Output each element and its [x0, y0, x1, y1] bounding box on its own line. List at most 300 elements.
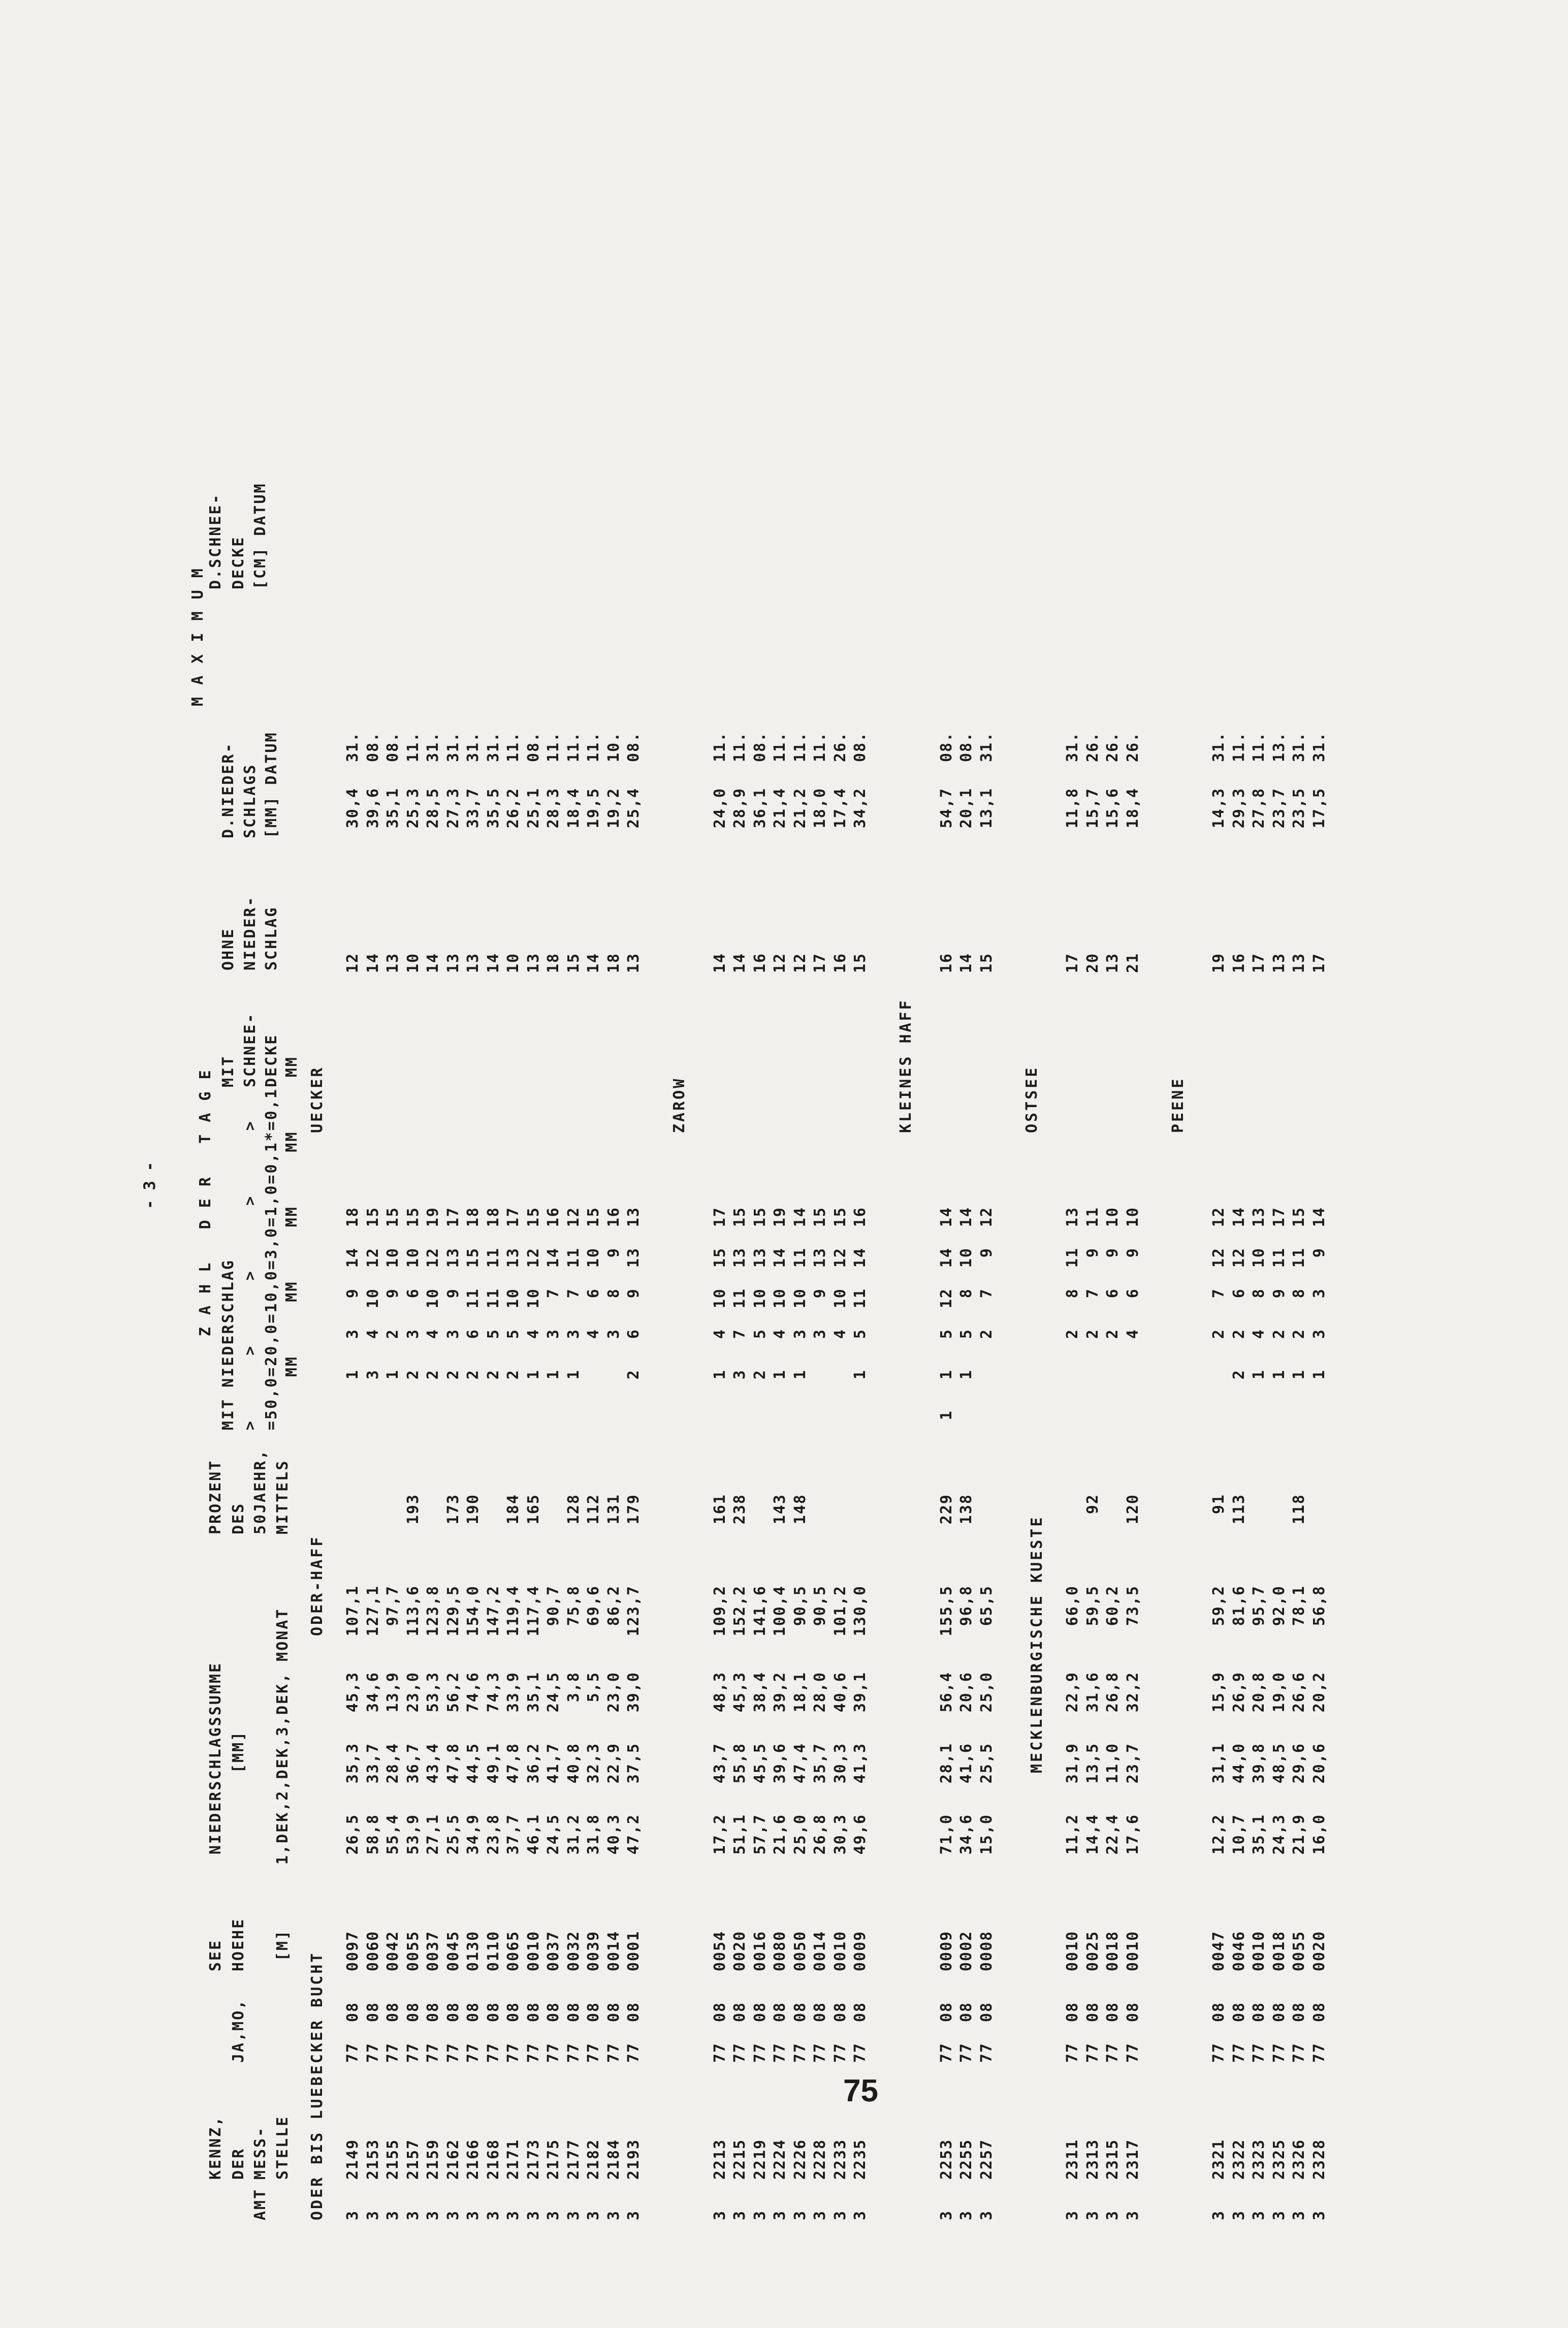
- cell-g1: 13: [751, 1247, 769, 1268]
- cell-amt: 3: [564, 2210, 583, 2220]
- header-mitschnee-2: SCHNEE-: [241, 1012, 259, 1087]
- cell-pct: 238: [731, 1494, 749, 1525]
- cell-d3: 39,1: [851, 1672, 869, 1713]
- cell-mo: 08: [364, 2001, 382, 2022]
- cell-id: 2155: [384, 2138, 402, 2180]
- cell-d3: 18,1: [791, 1672, 809, 1713]
- cell-d2: 47,8: [444, 1743, 462, 1784]
- cell-amt: 3: [424, 2210, 442, 2220]
- cell-d1: 21,9: [1290, 1814, 1308, 1855]
- cell-maxn: 39,6: [364, 788, 382, 829]
- header-mitnied: MIT NIEDERSCHLAG: [219, 1259, 237, 1430]
- cell-amt: 3: [364, 2210, 382, 2220]
- section-label-subregion: ODER-HAFF: [308, 1535, 326, 1636]
- cell-g01: 12: [1210, 1207, 1228, 1228]
- cell-pct: 112: [585, 1494, 602, 1525]
- cell-g01: 17: [444, 1207, 462, 1228]
- cell-d1: 31,8: [585, 1814, 602, 1855]
- cell-id: 2235: [851, 2138, 869, 2180]
- cell-d2: 36,2: [524, 1743, 542, 1784]
- cell-amt: 3: [711, 2210, 729, 2220]
- cell-g3: 6: [1104, 1288, 1122, 1299]
- cell-id: 2159: [424, 2138, 442, 2180]
- cell-maxnd: 26.: [1083, 731, 1102, 762]
- cell-g1: 11: [484, 1247, 502, 1268]
- header-dnieder-1: D.NIEDER-: [219, 742, 237, 838]
- cell-maxn: 28,5: [424, 788, 442, 829]
- cell-maxn: 18,4: [564, 788, 583, 829]
- cell-g1: 11: [1064, 1247, 1081, 1268]
- cell-g20: 2: [625, 1369, 643, 1380]
- cell-see: 0055: [404, 1930, 422, 1971]
- cell-mo: 08: [604, 2001, 623, 2022]
- section-label-subregion: MECKLENBURGISCHE KUESTE: [1028, 1515, 1046, 1773]
- cell-mo: 08: [504, 2001, 522, 2022]
- header-mitschnee-3: DECKE: [263, 1033, 280, 1087]
- cell-g20: 1: [1290, 1369, 1308, 1380]
- cell-g3: 9: [344, 1288, 362, 1299]
- cell-g10: 3: [564, 1329, 583, 1339]
- cell-g10: 5: [484, 1329, 502, 1339]
- cell-g01: 13: [625, 1207, 643, 1228]
- cell-maxn: 18,0: [811, 788, 829, 829]
- cell-d2: 39,8: [1250, 1743, 1268, 1784]
- cell-g10: 5: [937, 1329, 955, 1339]
- cell-d2: 49,1: [484, 1743, 502, 1784]
- cell-g01: 14: [937, 1207, 955, 1228]
- cell-d3: 20,8: [1250, 1672, 1268, 1713]
- cell-mo: 08: [771, 2001, 789, 2022]
- cell-pct: 173: [444, 1494, 462, 1525]
- cell-g3: 11: [731, 1288, 749, 1309]
- cell-id: 2193: [625, 2138, 643, 2180]
- cell-d1: 24,3: [1270, 1814, 1288, 1855]
- cell-id: 2321: [1210, 2138, 1228, 2180]
- cell-g10: 2: [977, 1329, 996, 1339]
- cell-id: 2171: [504, 2138, 522, 2180]
- cell-d3: 53,3: [424, 1672, 442, 1713]
- cell-d1: 46,1: [524, 1814, 542, 1855]
- cell-g20: 2: [464, 1369, 482, 1380]
- cell-see: 0047: [1210, 1930, 1228, 1971]
- cell-g3: 10: [504, 1288, 522, 1309]
- cell-maxn: 19,2: [604, 788, 623, 829]
- cell-mo: 08: [977, 2001, 996, 2022]
- cell-mon: 90,7: [545, 1585, 562, 1626]
- cell-g1: 11: [1270, 1247, 1288, 1268]
- cell-g01: 10: [1124, 1207, 1142, 1228]
- cell-ja: 77: [424, 2042, 442, 2063]
- cell-mon: 59,5: [1083, 1585, 1102, 1626]
- cell-amt: 3: [1290, 2210, 1308, 2220]
- cell-id: 2184: [604, 2138, 623, 2180]
- cell-amt: 3: [504, 2210, 522, 2220]
- header-kennz-2: DER: [230, 2147, 247, 2180]
- cell-ohne: 17: [811, 953, 829, 973]
- cell-see: 0016: [751, 1930, 769, 1971]
- cell-d3: 5,5: [585, 1672, 602, 1703]
- cell-amt: 3: [851, 2210, 869, 2220]
- cell-mon: 60,2: [1104, 1585, 1122, 1626]
- cell-maxnd: 10.: [604, 731, 623, 762]
- cell-mon: 75,8: [564, 1585, 583, 1626]
- cell-g3: 6: [1230, 1288, 1248, 1299]
- cell-g1: 9: [1310, 1247, 1328, 1258]
- cell-d3: 45,3: [344, 1672, 362, 1713]
- cell-d1: 22,4: [1104, 1814, 1122, 1855]
- cell-g3: 6: [585, 1288, 602, 1299]
- cell-maxnd: 26.: [1104, 731, 1122, 762]
- cell-g1: 12: [1230, 1247, 1248, 1268]
- cell-ohne: 10: [404, 953, 422, 973]
- header-dnieder-3: [MM] DATUM: [263, 731, 280, 838]
- cell-ja: 77: [1310, 2042, 1328, 2063]
- cell-mo: 08: [811, 2001, 829, 2022]
- cell-maxnd: 11.: [1250, 731, 1268, 762]
- cell-g01: 17: [504, 1207, 522, 1228]
- cell-id: 2257: [977, 2138, 996, 2180]
- cell-maxnd: 31.: [1064, 731, 1081, 762]
- cell-id: 2325: [1270, 2138, 1288, 2180]
- cell-maxnd: 11.: [404, 731, 422, 762]
- cell-maxn: 17,5: [1310, 788, 1328, 829]
- cell-d1: 14,4: [1083, 1814, 1102, 1855]
- cell-maxn: 54,7: [937, 788, 955, 829]
- cell-g01: 16: [851, 1207, 869, 1228]
- cell-amt: 3: [1310, 2210, 1328, 2220]
- cell-pct: 138: [957, 1494, 975, 1525]
- cell-see: 0018: [1104, 1930, 1122, 1971]
- cell-maxnd: 31.: [484, 731, 502, 762]
- cell-g20: 1: [1250, 1369, 1268, 1380]
- cell-mon: 73,5: [1124, 1585, 1142, 1626]
- cell-d1: 16,0: [1310, 1814, 1328, 1855]
- cell-pct: 229: [937, 1494, 955, 1525]
- cell-d1: 17,6: [1124, 1814, 1142, 1855]
- cell-g20: 2: [424, 1369, 442, 1380]
- cell-maxnd: 11.: [731, 731, 749, 762]
- cell-see: 0032: [564, 1930, 583, 1971]
- cell-see: 0110: [484, 1930, 502, 1971]
- cell-g3: 6: [1124, 1288, 1142, 1299]
- cell-mo: 08: [851, 2001, 869, 2022]
- cell-maxn: 25,3: [404, 788, 422, 829]
- cell-see: 0055: [1290, 1930, 1308, 1971]
- cell-g3: 10: [711, 1288, 729, 1309]
- cell-g20: 2: [444, 1369, 462, 1380]
- cell-pct: 120: [1124, 1494, 1142, 1525]
- cell-id: 2226: [791, 2138, 809, 2180]
- cell-d1: 47,2: [625, 1814, 643, 1855]
- cell-mo: 08: [384, 2001, 402, 2022]
- cell-d3: 26,8: [1104, 1672, 1122, 1713]
- cell-ja: 77: [1290, 2042, 1308, 2063]
- cell-mo: 08: [1270, 2001, 1288, 2022]
- cell-g10: 2: [1210, 1329, 1228, 1339]
- cell-amt: 3: [831, 2210, 849, 2220]
- cell-ja: 77: [957, 2042, 975, 2063]
- page-number: 75: [843, 2073, 878, 2109]
- cell-g1: 14: [771, 1247, 789, 1268]
- cell-maxnd: 26.: [1124, 731, 1142, 762]
- cell-mon: 100,4: [771, 1585, 789, 1637]
- cell-mon: 56,8: [1310, 1585, 1328, 1626]
- cell-g3: 7: [564, 1288, 583, 1299]
- cell-d3: 38,4: [751, 1672, 769, 1713]
- cell-ohne: 17: [1310, 953, 1328, 973]
- cell-id: 2317: [1124, 2138, 1142, 2180]
- cell-mon: 65,5: [977, 1585, 996, 1626]
- cell-amt: 3: [751, 2210, 769, 2220]
- cell-g10: 4: [1124, 1329, 1142, 1339]
- cell-d2: 32,3: [585, 1743, 602, 1784]
- cell-d2: 37,5: [625, 1743, 643, 1784]
- cell-d3: 19,0: [1270, 1672, 1288, 1713]
- cell-see: 0080: [771, 1930, 789, 1971]
- cell-d3: 39,0: [625, 1672, 643, 1713]
- cell-see: 0009: [851, 1930, 869, 1971]
- cell-ohne: 13: [1270, 953, 1288, 973]
- cell-d2: 30,3: [831, 1743, 849, 1784]
- cell-ohne: 12: [771, 953, 789, 973]
- cell-mo: 08: [1124, 2001, 1142, 2022]
- cell-maxnd: 31.: [977, 731, 996, 762]
- cell-g1: 11: [564, 1247, 583, 1268]
- cell-maxn: 14,3: [1210, 788, 1228, 829]
- cell-mon: 96,8: [957, 1585, 975, 1626]
- cell-mo: 08: [1064, 2001, 1081, 2022]
- cell-g3: 10: [424, 1288, 442, 1309]
- cell-ja: 77: [1124, 2042, 1142, 2063]
- cell-maxn: 19,5: [585, 788, 602, 829]
- cell-id: 2323: [1250, 2138, 1268, 2180]
- cell-see: 0054: [711, 1930, 729, 1971]
- cell-ja: 77: [791, 2042, 809, 2063]
- header-see-1: SEE: [207, 1939, 225, 1971]
- header-prozent-2: DES: [230, 1502, 247, 1534]
- cell-g10: 5: [504, 1329, 522, 1339]
- cell-g1: 12: [831, 1247, 849, 1268]
- cell-d1: 30,3: [831, 1814, 849, 1855]
- cell-g10: 3: [404, 1329, 422, 1339]
- cell-amt: 3: [404, 2210, 422, 2220]
- cell-maxn: 27,3: [444, 788, 462, 829]
- cell-mon: 119,4: [504, 1585, 522, 1637]
- cell-g3: 12: [937, 1288, 955, 1309]
- cell-mon: 101,2: [831, 1585, 849, 1637]
- cell-maxn: 17,4: [831, 788, 849, 829]
- cell-d3: 74,3: [484, 1672, 502, 1713]
- cell-d3: 20,2: [1310, 1672, 1328, 1713]
- cell-d2: 33,7: [364, 1743, 382, 1784]
- section-label-river: ZAROW: [670, 1077, 688, 1133]
- cell-ohne: 13: [524, 953, 542, 973]
- cell-ja: 77: [771, 2042, 789, 2063]
- cell-g01: 17: [711, 1207, 729, 1228]
- cell-amt: 3: [1124, 2210, 1142, 2220]
- cell-see: 0010: [831, 1930, 849, 1971]
- page-marker: - 3 -: [141, 1161, 159, 1209]
- cell-ohne: 13: [444, 953, 462, 973]
- cell-g20: 2: [751, 1369, 769, 1380]
- cell-mo: 08: [545, 2001, 562, 2022]
- header-ohne-2: NIEDER-: [241, 895, 259, 970]
- cell-id: 2219: [751, 2138, 769, 2180]
- cell-g1: 10: [585, 1247, 602, 1268]
- header-dnieder-2: SCHLAGS: [241, 763, 259, 838]
- cell-ja: 77: [1230, 2042, 1248, 2063]
- cell-g3: 6: [404, 1288, 422, 1299]
- cell-g1: 11: [1290, 1247, 1308, 1268]
- cell-d1: 55,4: [384, 1814, 402, 1855]
- cell-ohne: 16: [831, 953, 849, 973]
- cell-mo: 08: [831, 2001, 849, 2022]
- cell-d2: 13,5: [1083, 1743, 1102, 1784]
- header-nied-4: 1,DEK,2,DEK,3,DEK, MONAT: [274, 1608, 292, 1865]
- cell-mon: 155,5: [937, 1585, 955, 1637]
- cell-d1: 40,3: [604, 1814, 623, 1855]
- cell-g3: 10: [791, 1288, 809, 1309]
- cell-id: 2177: [564, 2138, 583, 2180]
- cell-pct: 143: [771, 1494, 789, 1525]
- cell-g20: 2: [484, 1369, 502, 1380]
- cell-d3: 23,0: [604, 1672, 623, 1713]
- cell-id: 2153: [364, 2138, 382, 2180]
- cell-see: 0020: [731, 1930, 749, 1971]
- cell-g01: 12: [977, 1207, 996, 1228]
- cell-see: 0045: [444, 1930, 462, 1971]
- cell-ohne: 15: [851, 953, 869, 973]
- cell-maxn: 15,6: [1104, 788, 1122, 829]
- cell-g1: 14: [851, 1247, 869, 1268]
- cell-d2: 41,6: [957, 1743, 975, 1784]
- cell-g10: 2: [1083, 1329, 1102, 1339]
- cell-d1: 11,2: [1064, 1814, 1081, 1855]
- cell-see: 0025: [1083, 1930, 1102, 1971]
- cell-maxn: 11,8: [1064, 788, 1081, 829]
- cell-maxn: 34,2: [851, 788, 869, 829]
- cell-d1: 26,8: [811, 1814, 829, 1855]
- cell-maxnd: 31.: [464, 731, 482, 762]
- cell-g3: 10: [524, 1288, 542, 1309]
- cell-g01: 12: [564, 1207, 583, 1228]
- cell-maxn: 13,1: [977, 788, 996, 829]
- cell-d2: 25,5: [977, 1743, 996, 1784]
- header-prozent-3: 50JAEHR,: [251, 1449, 269, 1534]
- cell-d3: 35,1: [524, 1672, 542, 1713]
- cell-g10: 2: [1230, 1329, 1248, 1339]
- cell-d3: 25,0: [977, 1672, 996, 1713]
- cell-d1: 57,7: [751, 1814, 769, 1855]
- cell-id: 2182: [585, 2138, 602, 2180]
- cell-d2: 41,7: [545, 1743, 562, 1784]
- cell-g10: 4: [831, 1329, 849, 1339]
- cell-g20: 1: [564, 1369, 583, 1380]
- cell-g01: 15: [831, 1207, 849, 1228]
- cell-pct: 91: [1210, 1494, 1228, 1515]
- cell-d3: 13,9: [384, 1672, 402, 1713]
- section-label-river: UECKER: [308, 1065, 326, 1133]
- cell-g20: 2: [1230, 1369, 1248, 1380]
- cell-maxnd: 31.: [1210, 731, 1228, 762]
- cell-id: 2149: [344, 2138, 362, 2180]
- cell-mo: 08: [1104, 2001, 1122, 2022]
- cell-maxnd: 11.: [564, 731, 583, 762]
- cell-see: 0130: [464, 1930, 482, 1971]
- cell-g01: 15: [585, 1207, 602, 1228]
- cell-see: 0042: [384, 1930, 402, 1971]
- cell-maxnd: 31.: [1290, 731, 1308, 762]
- cell-mon: 117,4: [524, 1585, 542, 1637]
- cell-ohne: 12: [791, 953, 809, 973]
- cell-g3: 7: [1210, 1288, 1228, 1299]
- cell-g3: 7: [977, 1288, 996, 1299]
- cell-d3: 45,3: [731, 1672, 749, 1713]
- cell-d3: 26,9: [1230, 1672, 1248, 1713]
- cell-ohne: 13: [464, 953, 482, 973]
- cell-ohne: 17: [1250, 953, 1268, 973]
- cell-g01: 18: [464, 1207, 482, 1228]
- cell-g1: 13: [504, 1247, 522, 1268]
- cell-g1: 9: [604, 1247, 623, 1258]
- cell-maxn: 21,2: [791, 788, 809, 829]
- cell-mo: 08: [957, 2001, 975, 2022]
- cell-g10: 4: [364, 1329, 382, 1339]
- cell-ohne: 14: [484, 953, 502, 973]
- cell-g01: 13: [1250, 1207, 1268, 1228]
- cell-d2: 48,5: [1270, 1743, 1288, 1784]
- cell-ja: 77: [545, 2042, 562, 2063]
- cell-g1: 9: [977, 1247, 996, 1258]
- cell-g1: 9: [1124, 1247, 1142, 1258]
- cell-g10: 3: [604, 1329, 623, 1339]
- cell-mo: 08: [791, 2001, 809, 2022]
- cell-g10: 2: [1270, 1329, 1288, 1339]
- cell-d2: 20,6: [1310, 1743, 1328, 1784]
- cell-mon: 97,7: [384, 1585, 402, 1626]
- cell-see: 0009: [937, 1930, 955, 1971]
- cell-d1: 34,9: [464, 1814, 482, 1855]
- cell-g3: 9: [625, 1288, 643, 1299]
- cell-g20: 1: [791, 1369, 809, 1380]
- cell-maxn: 15,7: [1083, 788, 1102, 829]
- cell-maxn: 25,1: [524, 788, 542, 829]
- cell-d1: 23,8: [484, 1814, 502, 1855]
- cell-maxnd: 08.: [957, 731, 975, 762]
- header-prozent-4: MITTELS: [274, 1459, 292, 1534]
- cell-pct: 92: [1083, 1494, 1102, 1515]
- cell-g20: 1: [524, 1369, 542, 1380]
- cell-pct: 118: [1290, 1494, 1308, 1525]
- cell-g20: 1: [1310, 1369, 1328, 1380]
- cell-g10: 4: [424, 1329, 442, 1339]
- cell-ohne: 21: [1124, 953, 1142, 973]
- cell-d3: 40,6: [831, 1672, 849, 1713]
- cell-ja: 77: [811, 2042, 829, 2063]
- cell-pct: 131: [604, 1494, 623, 1525]
- header-kennz-1: KENNZ,: [207, 2115, 225, 2180]
- cell-mo: 08: [424, 2001, 442, 2022]
- cell-mon: 109,2: [711, 1585, 729, 1637]
- cell-pct: 179: [625, 1494, 643, 1525]
- cell-ohne: 15: [564, 953, 583, 973]
- cell-g01: 14: [1310, 1207, 1328, 1228]
- header-mitschnee-1: MIT: [219, 1055, 237, 1087]
- header-ohne-1: OHNE: [219, 927, 237, 970]
- cell-maxnd: 08.: [625, 731, 643, 762]
- cell-pct: 128: [564, 1494, 583, 1525]
- cell-maxn: 18,4: [1124, 788, 1142, 829]
